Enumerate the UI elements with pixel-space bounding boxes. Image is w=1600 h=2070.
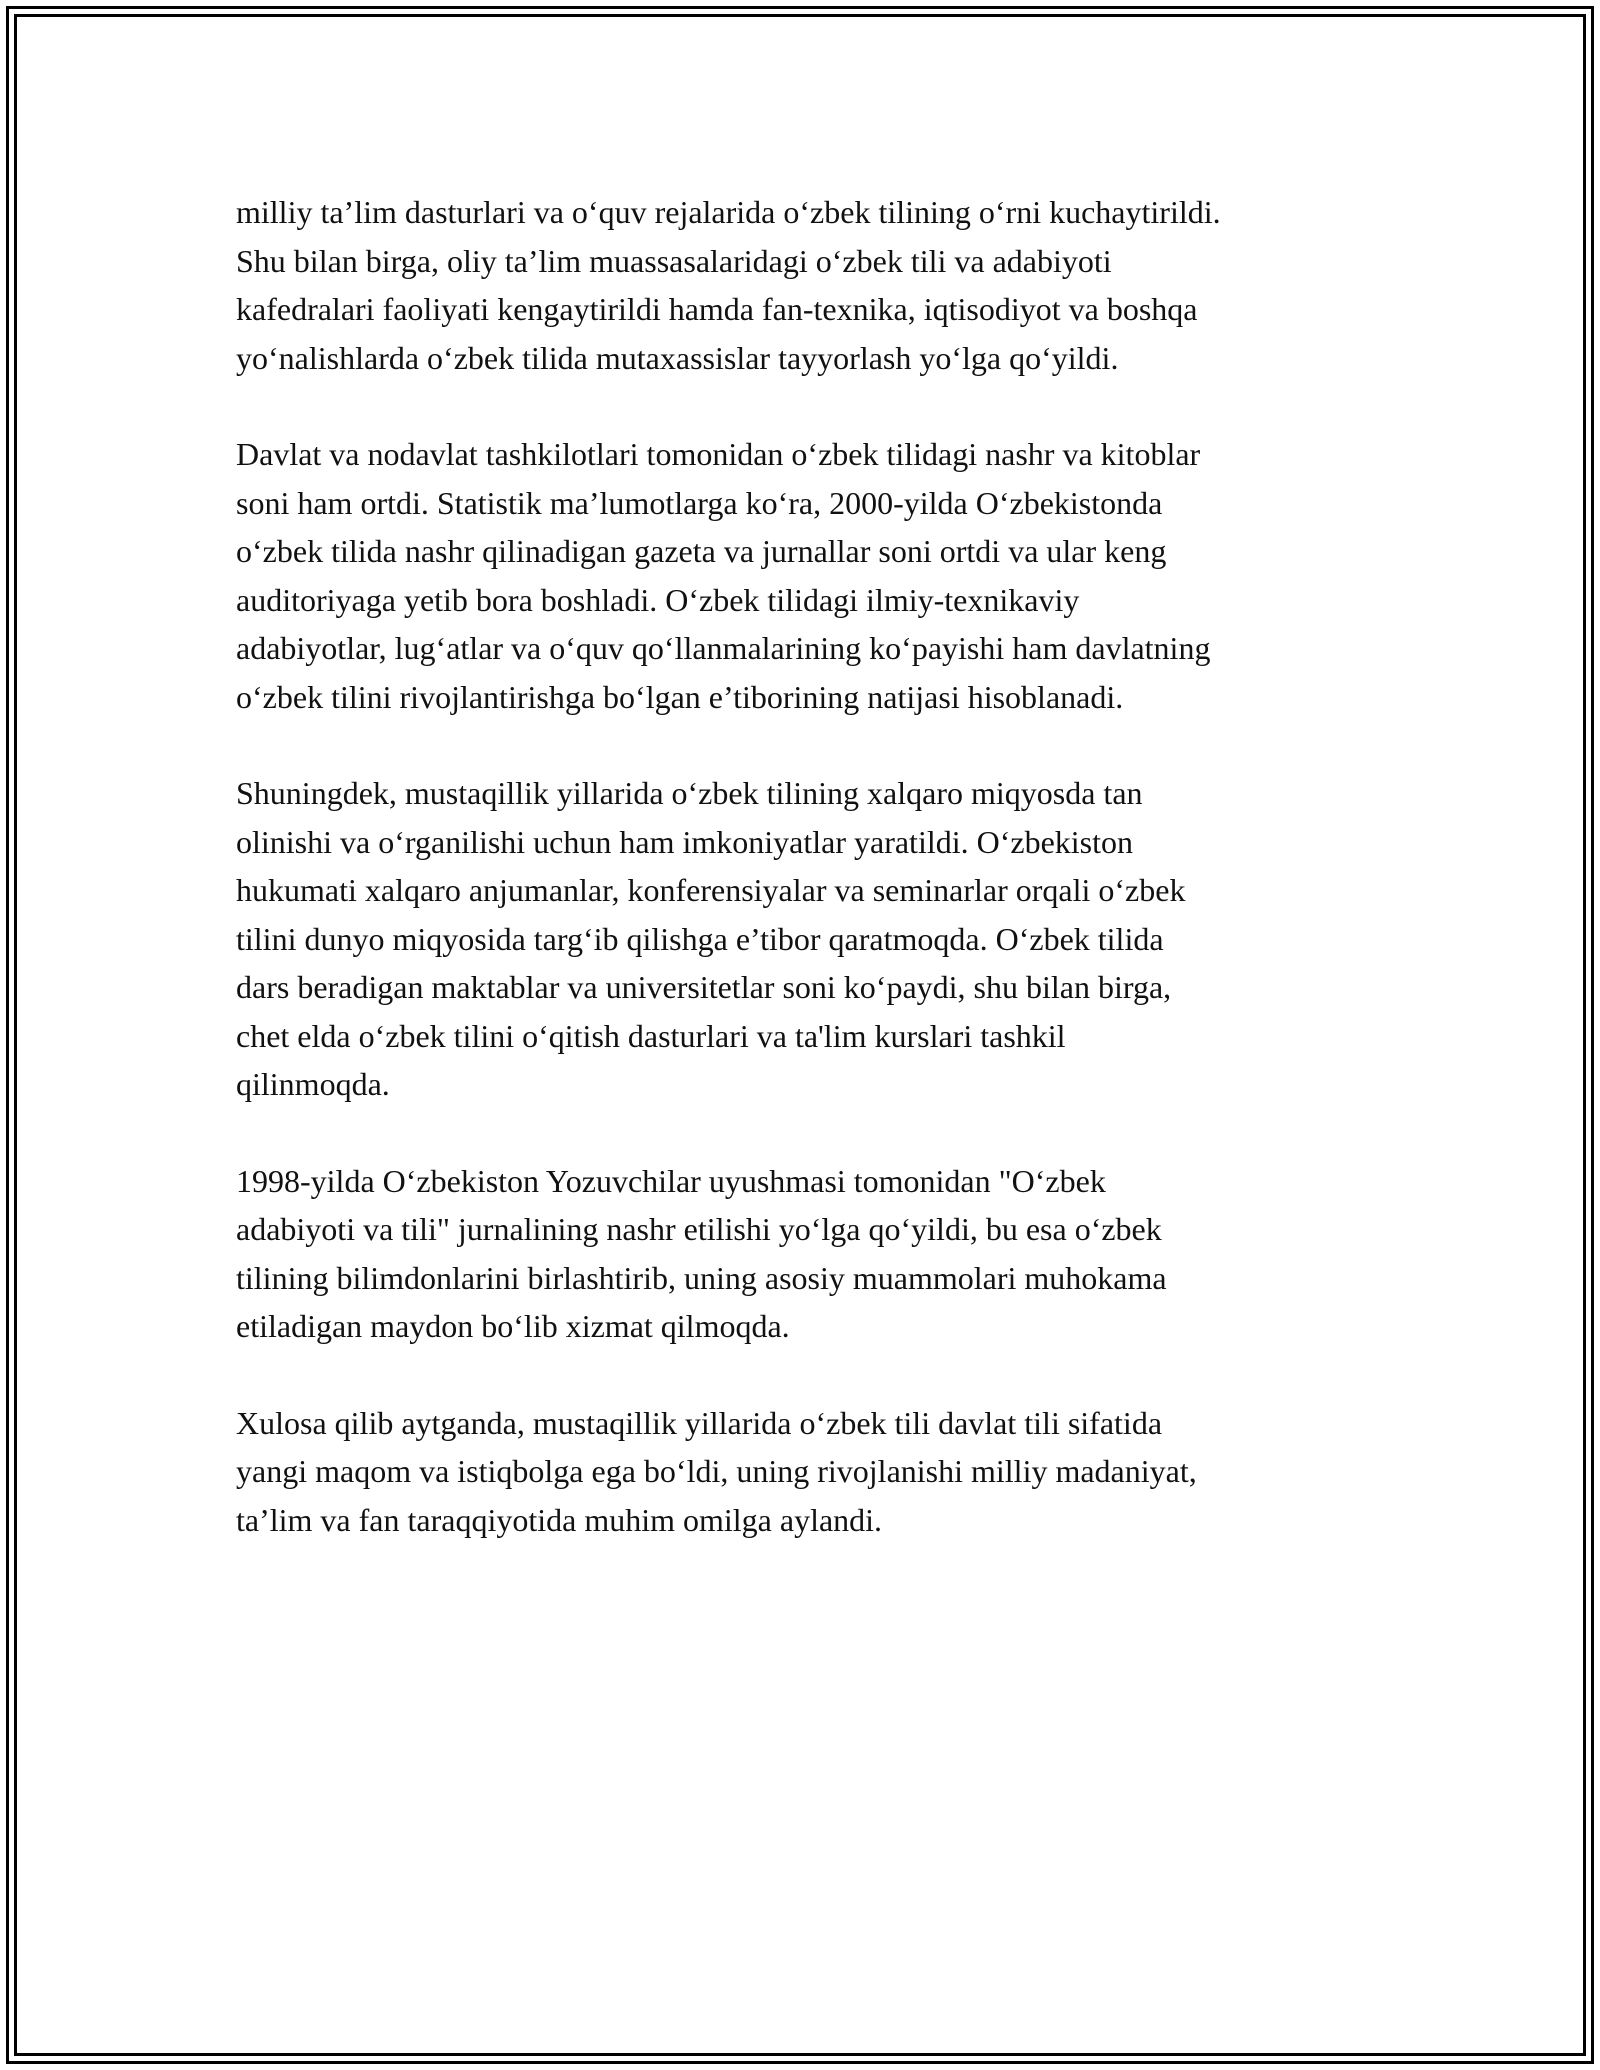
text-line: adabiyoti va tili" jurnalining nashr etilishi yo‘lga qo‘yildi, bu esa o‘zbek	[236, 1211, 1162, 1247]
paragraph-4	[236, 1157, 1376, 1351]
text-line: tilining bilimdonlarini birlashtirib, uning asosiy muammolari muhokama	[236, 1259, 1167, 1296]
text-line: Shuningdek, mustaqillik yillarida o‘zbek tilining xalqaro miqyosda tan	[236, 775, 1143, 811]
text-line: Xulosa qilib aytganda, mustaqillik yillarida o‘zbek tili davlat tili sifatida	[236, 1404, 1163, 1441]
text-line: Davlat va nodavlat tashkilotlari tomonidan o‘zbek tilidagi nashr va kitoblar	[236, 436, 1201, 472]
text-line: olinishi va o‘rganilishi uchun ham imkoniyatlar yaratildi. O‘zbekiston	[236, 823, 1134, 860]
paragraph-5	[236, 1399, 1376, 1545]
paragraph-1	[236, 188, 1376, 382]
text-line: milliy ta’lim dasturlari va o‘quv rejalarida o‘zbek tilining o‘rni kuchaytirildi.	[236, 194, 1221, 230]
text-line: Shu bilan birga, oliy ta’lim muassasalaridagi o‘zbek tili va adabiyoti	[236, 242, 1112, 279]
text-line: dars beradigan maktablar va universitetlar soni ko‘paydi, shu bilan birga,	[236, 969, 1172, 1005]
text-line: tilini dunyo miqyosida targ‘ib qilishga e’tibor qaratmoqda. O‘zbek tilida	[236, 920, 1164, 957]
paragraph-2	[236, 430, 1376, 721]
text-line: o‘zbek tilida nashr qilinadigan gazeta va jurnallar soni ortdi va ular keng	[236, 533, 1167, 569]
text-line: auditoriyaga yetib bora boshladi. O‘zbek tilidagi ilmiy-texnikaviy	[236, 581, 1080, 618]
text-line: kafedralari faoliyati kengaytirildi hamda fan-texnika, iqtisodiyot va boshqa	[236, 291, 1198, 327]
paragraph-3	[236, 769, 1376, 1109]
text-line: chet elda o‘zbek tilini o‘qitish dasturlari va ta'lim kurslari tashkil	[236, 1017, 1066, 1054]
text-line: yo‘nalishlarda o‘zbek tilida mutaxassislar tayyorlash yo‘lga qo‘yildi.	[236, 339, 1119, 376]
text-line: yangi maqom va istiqbolga ega bo‘ldi, uning rivojlanishi milliy madaniyat,	[236, 1453, 1197, 1489]
text-line: soni ham ortdi. Statistik ma’lumotlarga ko‘ra, 2000-yilda O‘zbekistonda	[236, 484, 1163, 521]
text-line: hukumati xalqaro anjumanlar, konferensiyalar va seminarlar orqali o‘zbek	[236, 872, 1186, 908]
text-line: adabiyotlar, lug‘atlar va o‘quv qo‘llanmalarining ko‘payishi ham davlatning	[236, 630, 1211, 666]
text-line: qilinmoqda.	[236, 1066, 390, 1102]
text-line: o‘zbek tilini rivojlantirishga bo‘lgan e’tiborining natijasi hisoblanadi.	[236, 678, 1124, 715]
text-line: etiladigan maydon bo‘lib xizmat qilmoqda.	[236, 1308, 790, 1344]
text-line: ta’lim va fan taraqqiyotida muhim omilga aylandi.	[236, 1501, 883, 1538]
document-body	[236, 188, 1376, 1592]
text-line: 1998-yilda O‘zbekiston Yozuvchilar uyushmasi tomonidan "O‘zbek	[236, 1162, 1106, 1199]
